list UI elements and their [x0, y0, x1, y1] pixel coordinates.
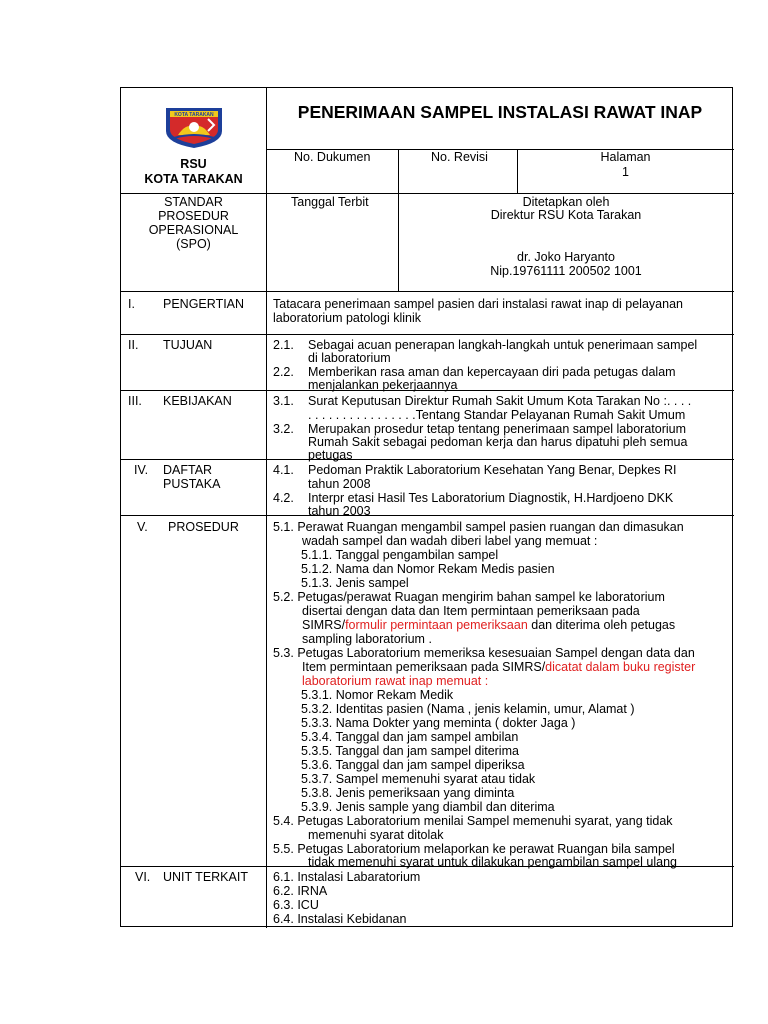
spo-line: STANDAR: [164, 195, 223, 209]
item-number: 2.1.: [273, 338, 294, 352]
procedure-text: 5.4. Petugas Laboratorium menilai Sampel memenuhi syarat, yang tidak: [273, 814, 673, 828]
procedure-text: 5.3. Petugas Laboratorium memeriksa kesesuaian Sampel dengan data dan: [273, 646, 695, 660]
svg-text:KOTA TARAKAN: KOTA TARAKAN: [174, 112, 214, 118]
item-number: 3.2.: [273, 422, 294, 436]
highlighted-text: formulir permintaan pemeriksaan: [345, 618, 528, 632]
procedure-text: 5.2. Petugas/perawat Ruagan mengirim bahan sampel ke laboratorium: [273, 590, 665, 604]
highlighted-text: dicatat dalam buku register: [545, 660, 696, 674]
no-revisi-label: No. Revisi: [431, 150, 488, 164]
section-label: PENGERTIAN: [163, 297, 245, 311]
item-text: Memberikan rasa aman dan kepercayaan diri pada petugas dalam: [308, 365, 676, 379]
section-label: KEBIJAKAN: [163, 394, 232, 408]
ditetapkan-line-1: Ditetapkan oleh: [522, 195, 610, 209]
item-text: . . . . . . . . . . . . . . . .Tentang Standar Pelayanan Rumah Sakit Umum: [308, 408, 686, 422]
item-text: Merupakan prosedur tetap tentang penerimaan sampel laboratorium: [308, 422, 687, 436]
cell-divider: [398, 149, 399, 193]
item-text: tahun 2008: [308, 477, 371, 491]
procedure-subitem: 5.3.7. Sampel memenuhi syarat atau tidak: [301, 772, 536, 786]
section-number: I.: [128, 297, 135, 311]
spo-line: OPERASIONAL: [148, 223, 239, 237]
row-divider: [121, 459, 734, 460]
unit-item: 6.4. Instalasi Kebidanan: [273, 912, 407, 926]
item-text: Surat Keputusan Direktur Rumah Sakit Umum Kota Tarakan No :. . . .: [308, 394, 692, 408]
item-number: 4.1.: [273, 463, 294, 477]
halaman-value: 1: [622, 165, 629, 179]
item-text: Sebagai acuan penerapan langkah-langkah untuk penerimaan sampel: [308, 338, 698, 352]
document-title: PENERIMAAN SAMPEL INSTALASI RAWAT INAP: [297, 102, 703, 122]
no-dokumen-label: No. Dukumen: [294, 150, 371, 164]
halaman-label: Halaman: [600, 150, 651, 164]
section-label: PUSTAKA: [163, 477, 221, 491]
section-number: III.: [128, 394, 142, 408]
section-label: DAFTAR: [163, 463, 213, 477]
item-number: 4.2.: [273, 491, 294, 505]
section-number: V.: [137, 520, 148, 534]
item-text: Pedoman Praktik Laboratorium Kesehatan Yang Benar, Depkes RI: [308, 463, 677, 477]
item-text: Interpr etasi Hasil Tes Laboratorium Diagnostik, H.Hardjoeno DKK: [308, 491, 674, 505]
ditetapkan-line-2: Direktur RSU Kota Tarakan: [490, 208, 642, 222]
procedure-text-mixed: [302, 618, 675, 632]
item-text: Rumah Sakit sebagai pedoman kerja dan harus dipatuhi pleh semua: [308, 435, 688, 449]
procedure-subitem: 5.3.5. Tanggal dan jam sampel diterima: [301, 744, 519, 758]
procedure-text: Item permintaan pemeriksaan pada SIMRS/: [302, 660, 546, 674]
item-text: petugas: [308, 448, 353, 462]
org-line-1: RSU: [180, 157, 207, 171]
procedure-subitem: 5.1.2. Nama dan Nomor Rekam Medis pasien: [301, 562, 555, 576]
section-number: VI.: [135, 870, 151, 884]
item-text: tahun 2003: [308, 504, 371, 518]
procedure-text: SIMRS/: [302, 618, 346, 632]
section-number: II.: [128, 338, 139, 352]
procedure-subitem: 5.3.8. Jenis pemeriksaan yang diminta: [301, 786, 515, 800]
procedure-subitem: 5.3.9. Jenis sample yang diambil dan diterima: [301, 800, 555, 814]
row-divider: [121, 515, 734, 516]
procedure-text: 5.5. Petugas Laboratorium melaporkan ke perawat Ruangan bila sampel: [273, 842, 675, 856]
section-number: IV.: [134, 463, 149, 477]
item-text: di laboratorium: [308, 351, 391, 365]
procedure-text: disertai dengan data dan Item permintaan pemeriksaan pada: [302, 604, 640, 618]
spo-line: PROSEDUR: [158, 209, 229, 223]
unit-item: 6.2. IRNA: [273, 884, 328, 898]
section-label: TUJUAN: [163, 338, 213, 352]
row-divider: [121, 291, 734, 292]
procedure-text: dan diterima oleh petugas: [527, 618, 676, 632]
procedure-text: 5.1. Perawat Ruangan mengambil sampel pasien ruangan dan dimasukan: [273, 520, 684, 534]
spo-line: (SPO): [176, 237, 211, 251]
row-divider: [121, 334, 734, 335]
signer-name: dr. Joko Haryanto: [517, 250, 615, 264]
procedure-subitem: 5.3.1. Nomor Rekam Medik: [301, 688, 454, 702]
section-text: Tatacara penerimaan sampel pasien dari instalasi rawat inap di pelayanan: [273, 297, 683, 311]
procedure-subitem: 5.1.1. Tanggal pengambilan sampel: [301, 548, 499, 562]
section-text: laboratorium patologi klinik: [273, 311, 421, 325]
item-number: 2.2.: [273, 365, 294, 379]
column-divider: [266, 88, 267, 928]
item-number: 3.1.: [273, 394, 294, 408]
procedure-text: sampling laboratorium .: [302, 632, 432, 646]
kota-tarakan-logo: [164, 105, 224, 149]
procedure-text: tidak memenuhi syarat untuk dilakukan pengambilan sampel ulang: [308, 855, 677, 869]
procedure-text: wadah sampel dan wadah diberi label yang memuat :: [302, 534, 598, 548]
spo-document: [120, 87, 733, 927]
unit-item: 6.3. ICU: [273, 898, 319, 912]
unit-item: 6.1. Instalasi Labaratorium: [273, 870, 421, 884]
procedure-subitem: 5.1.3. Jenis sampel: [301, 576, 409, 590]
procedure-text: memenuhi syarat ditolak: [308, 828, 444, 842]
procedure-subitem: 5.3.4. Tanggal dan jam sampel ambilan: [301, 730, 519, 744]
procedure-subitem: 5.3.6. Tanggal dan jam sampel diperiksa: [301, 758, 525, 772]
row-divider: [121, 193, 734, 194]
section-label: UNIT TERKAIT: [163, 870, 248, 884]
org-line-2: KOTA TARAKAN: [144, 172, 243, 186]
tanggal-terbit-label: Tanggal Terbit: [291, 195, 369, 209]
procedure-subitem: 5.3.3. Nama Dokter yang meminta ( dokter Jaga ): [301, 716, 576, 730]
signer-nip: Nip.19761111 200502 1001: [490, 264, 642, 278]
procedure-subitem: 5.3.2. Identitas pasien (Nama , jenis kelamin, umur, Alamat ): [301, 702, 635, 716]
section-label: PROSEDUR: [168, 520, 239, 534]
item-text: menjalankan pekerjaannya: [308, 378, 458, 392]
procedure-text-mixed: [302, 660, 695, 674]
highlighted-text: laboratorium rawat inap memuat :: [302, 674, 489, 688]
